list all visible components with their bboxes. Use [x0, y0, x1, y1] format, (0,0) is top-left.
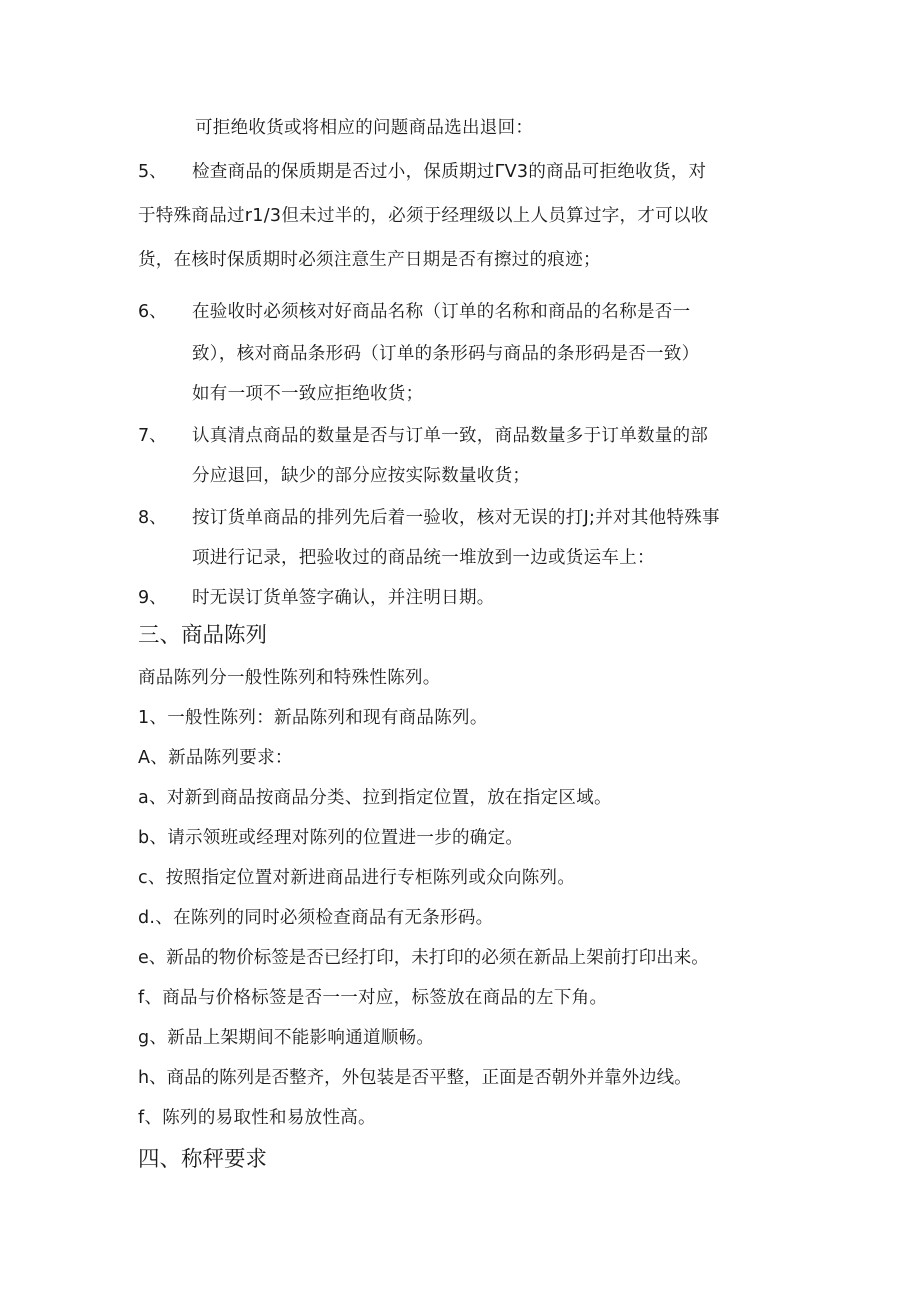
point-c: c、按照指定位置对新进商品进行专柜陈列或众向陈列。 — [138, 868, 576, 888]
item-6-line-3: 如有一项不一致应拒绝收货； — [192, 384, 424, 404]
point-h: h、商品的陈列是否整齐，外包装是否平整，正面是否朝外并靠外边线。 — [138, 1068, 692, 1088]
item-5-line-1: 检查商品的保质期是否过小，保质期过ΓV3的商品可拒绝收货，对 — [192, 162, 707, 182]
point-f: f、商品与价格标签是否一一对应，标签放在商品的左下角。 — [138, 988, 608, 1008]
section-3-intro: 商品陈列分一般性陈列和特殊性陈列。 — [138, 668, 441, 688]
section-3-heading: 三、商品陈列 — [138, 623, 268, 648]
item-8-line-1: 按订货单商品的排列先后着一验收，核对无误的打J;并对其他特殊事 — [192, 508, 720, 528]
item-number-6: 6、 — [138, 302, 167, 322]
point-a: a、对新到商品按商品分类、拉到指定位置，放在指定区域。 — [138, 788, 612, 808]
item-number-9: 9、 — [138, 588, 167, 608]
item-6-line-2: 致），核对商品条形码（订单的条形码与商品的条形码是否一致） — [192, 344, 700, 364]
item-7-line-2: 分应退回，缺少的部分应按实际数量收货； — [192, 466, 531, 486]
item-number-5: 5、 — [138, 162, 167, 182]
intro-line: 可拒绝收货或将相应的问题商品选出退回： — [195, 118, 534, 138]
item-9-line-1: 时无误订货单签字确认，并注明日期。 — [192, 588, 495, 608]
section-4-heading: 四、称秤要求 — [138, 1147, 268, 1172]
item-number-8: 8、 — [138, 508, 167, 528]
section-3-sub-1: 1、一般性陈列：新品陈列和现有商品陈列。 — [138, 708, 488, 728]
section-3-sub-a: A、新品陈列要求： — [138, 748, 293, 768]
item-number-7: 7、 — [138, 426, 167, 446]
point-d: d.、在陈列的同时必须检查商品有无条形码。 — [138, 908, 494, 928]
item-6-line-1: 在验收时必须核对好商品名称（订单的名称和商品的名称是否一 — [192, 302, 691, 322]
point-f2: f、陈列的易取性和易放性高。 — [138, 1108, 376, 1128]
item-5-line-2: 于特殊商品过r1/3但未过半的，必须于经理级以上人员算过字，才可以收 — [138, 206, 709, 226]
item-5-line-3: 货，在核时保质期时必须注意生产日期是否有擦过的痕迹； — [138, 250, 601, 270]
point-b: b、请示领班或经理对陈列的位置进一步的确定。 — [138, 828, 524, 848]
item-8-line-2: 项进行记录，把验收过的商品统一堆放到一边或货运车上： — [192, 548, 655, 568]
point-g: g、新品上架期间不能影响通道顺畅。 — [138, 1028, 435, 1048]
point-e: e、新品的物价标签是否已经打印，未打印的必须在新品上架前打印出来。 — [138, 948, 709, 968]
item-7-line-1: 认真清点商品的数量是否与订单一致，商品数量多于订单数量的部 — [192, 426, 709, 446]
